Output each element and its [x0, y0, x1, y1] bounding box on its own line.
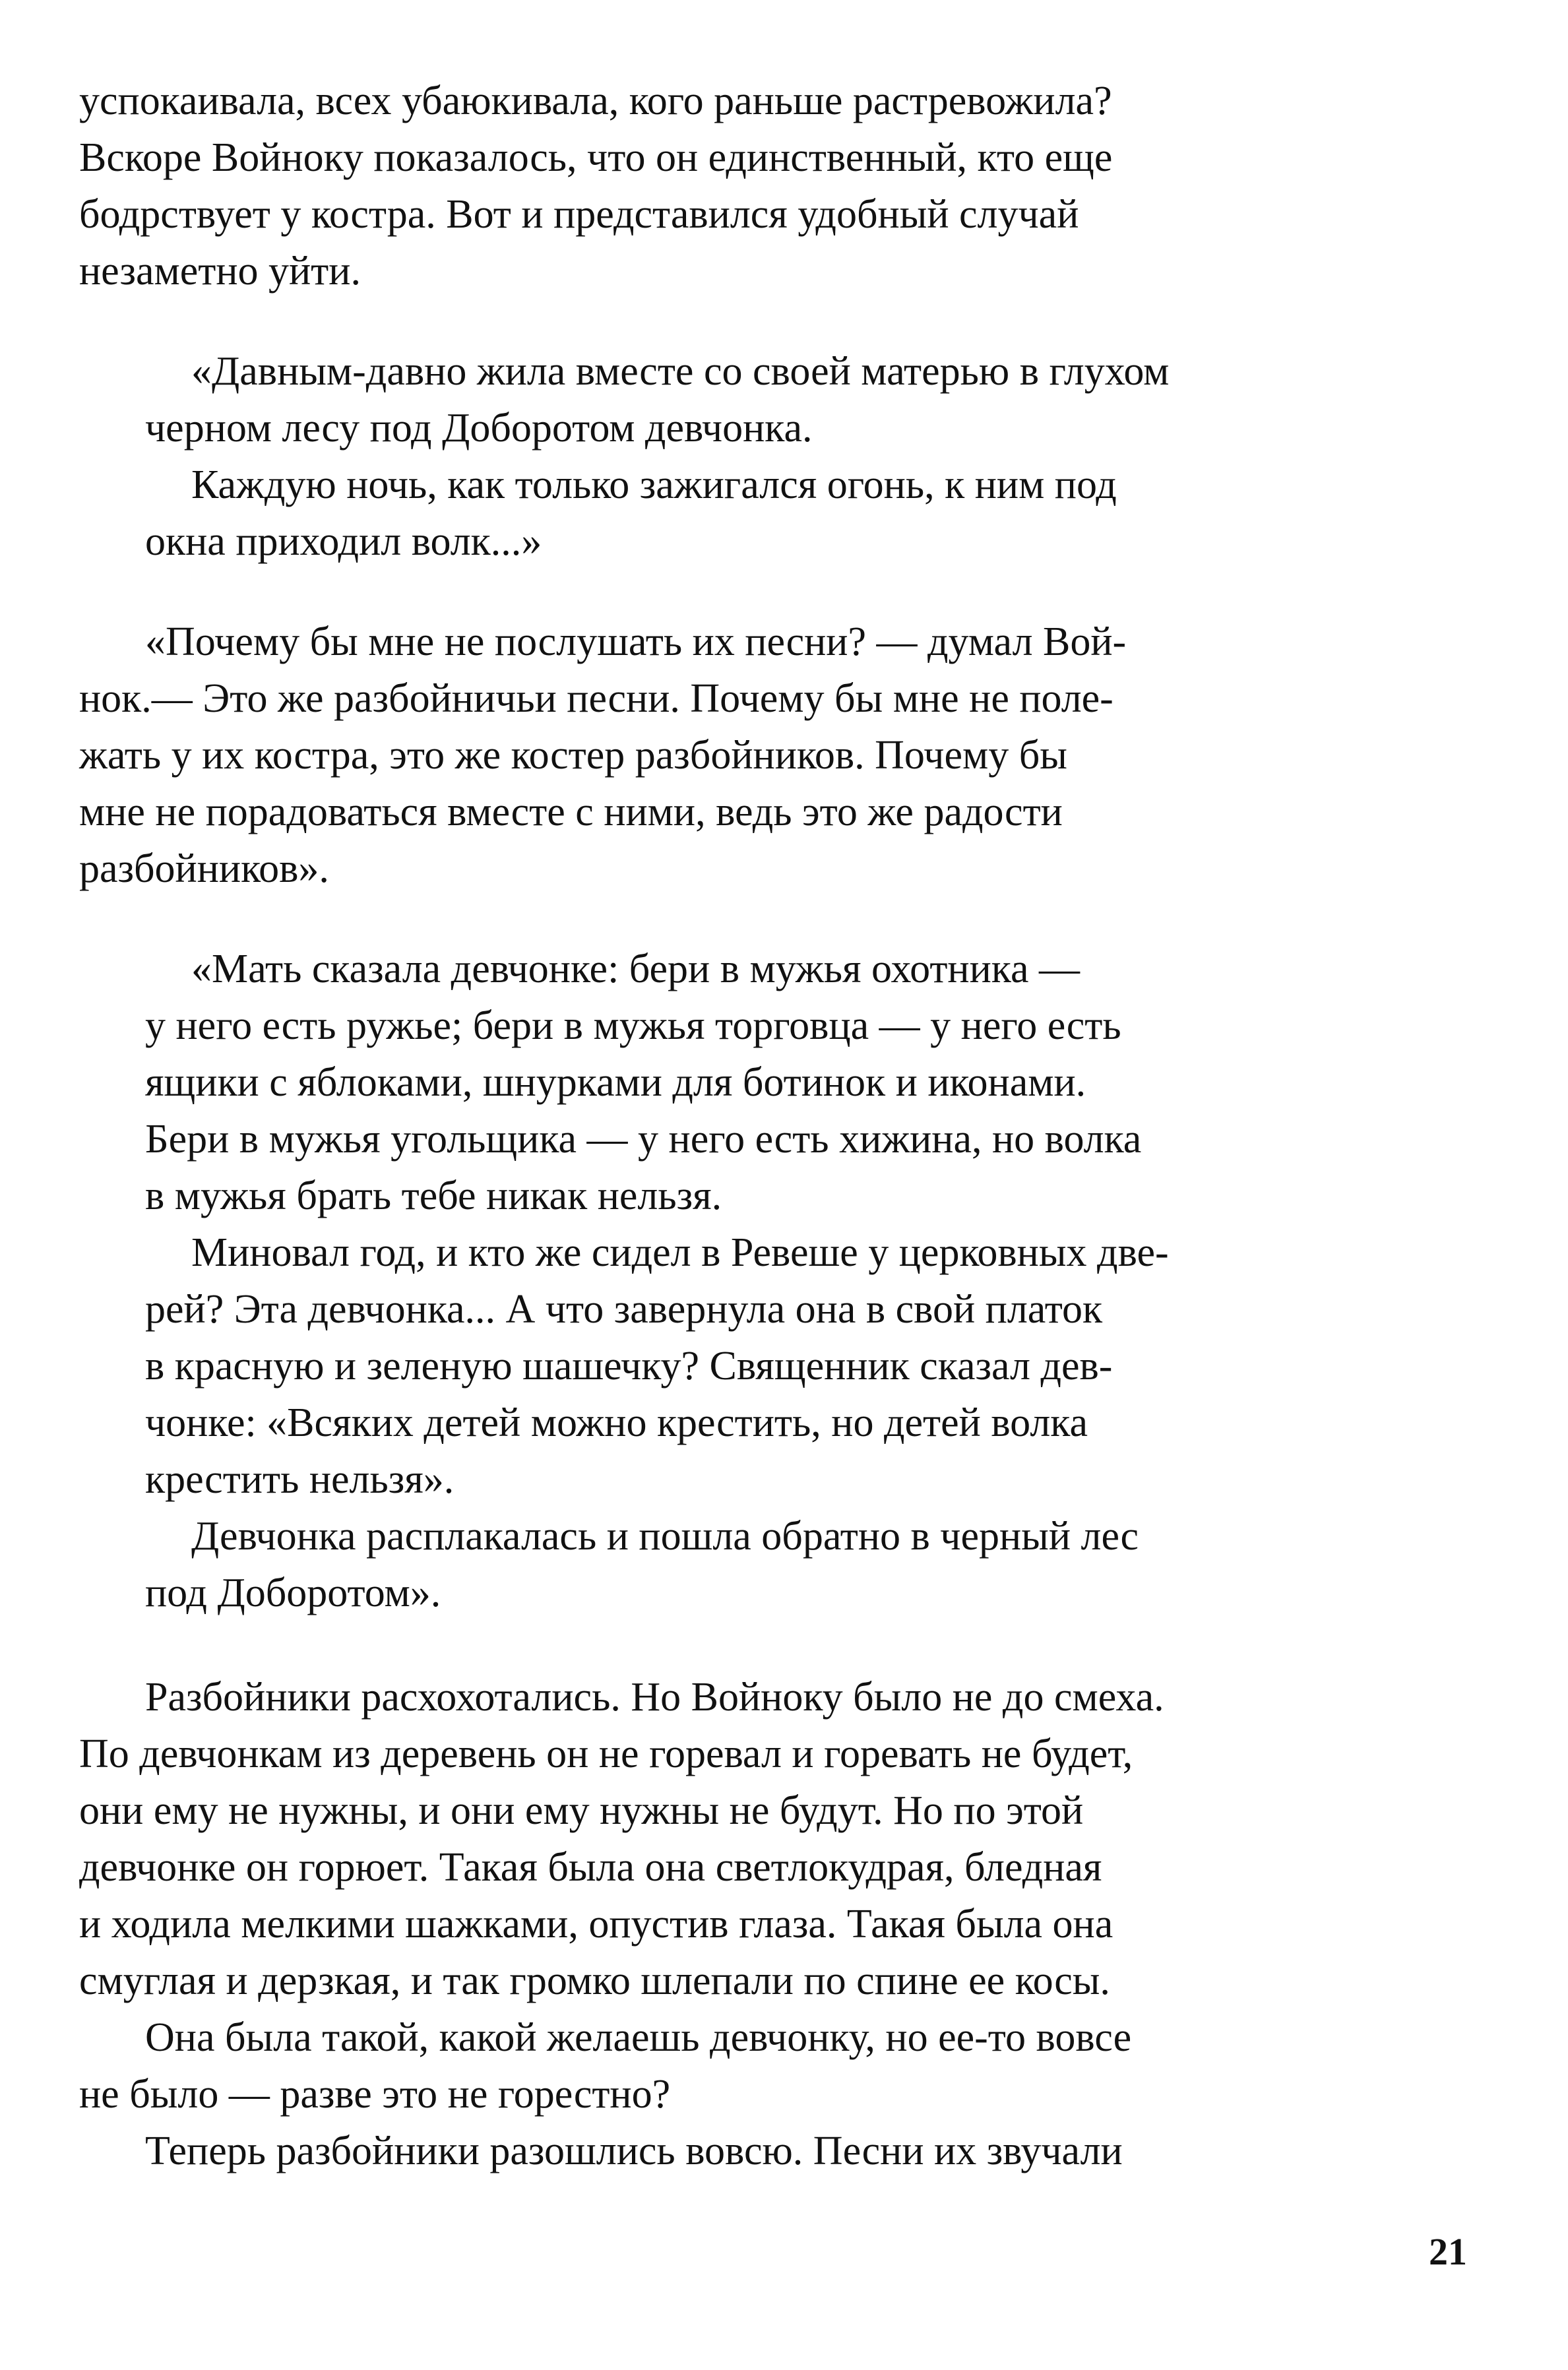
text-line: «Почему бы мне не послушать их песни? — думал Вой- — [145, 619, 1127, 664]
text-line: бодрствует у костра. Вот и представился удобный случай — [79, 192, 1079, 237]
text-line: Разбойники расхохотались. Но Войноку было не до смеха. — [145, 1675, 1164, 1720]
quote-line: у него есть ружье; бери в мужья торговца — у него есть — [145, 1003, 1121, 1048]
quote-line: чонке: «Всяких детей можно крестить, но детей волка — [145, 1400, 1088, 1445]
text-line: По девчонкам из деревень он не горевал и горевать не будет, — [79, 1731, 1133, 1776]
quote-line: «Давным-давно жила вместе со своей матерью в глухом — [191, 349, 1170, 394]
quote-line: «Мать сказала девчонке: бери в мужья охотника — — [191, 947, 1080, 991]
page-number: 21 — [1429, 2230, 1467, 2273]
quote-line: Каждую ночь, как только зажигался огонь, к ним под — [191, 462, 1117, 507]
text-line: девчонке он горюет. Такая была она светлокудрая, бледная — [79, 1845, 1102, 1890]
text-line: Теперь разбойники разошлись вовсю. Песни их звучали — [145, 2129, 1123, 2173]
text-line: жать у их костра, это же костер разбойников. Почему бы — [79, 733, 1067, 778]
quote-line: под Доборотом». — [145, 1571, 441, 1615]
text-line: разбойников». — [79, 846, 329, 891]
quote-line: в мужья брать тебе никак нельзя. — [145, 1173, 722, 1218]
text-line: Вскоре Войноку показалось, что он единственный, кто еще — [79, 135, 1113, 180]
quote-line: Бери в мужья угольщика — у него есть хижина, но волка — [145, 1117, 1142, 1162]
text-line: они ему не нужны, и они ему нужны не будут. Но по этой — [79, 1788, 1084, 1833]
quote-line: черном лесу под Доборотом девчонка. — [145, 406, 813, 451]
quote-line: окна приходил волк...» — [145, 519, 542, 564]
quote-line: ящики с яблоками, шнурками для ботинок и иконами. — [145, 1060, 1086, 1105]
text-line: мне не порадоваться вместе с ними, ведь это же радости — [79, 790, 1063, 834]
quote-line: Миновал год, и кто же сидел в Ревеше у церковных две- — [191, 1230, 1169, 1275]
text-line: незаметно уйти. — [79, 249, 361, 294]
text-line: Она была такой, какой желаешь девчонку, но ее-то вовсе — [145, 2015, 1132, 2060]
text-line: нок.— Это же разбойничьи песни. Почему бы мне не поле- — [79, 676, 1113, 721]
quote-line: Девчонка расплакалась и пошла обратно в черный лес — [191, 1514, 1139, 1559]
text-line: смуглая и дерзкая, и так громко шлепали по спине ее косы. — [79, 1958, 1110, 2003]
text-line: и ходила мелкими шажками, опустив глаза. Такая была она — [79, 1902, 1113, 1947]
quote-line: крестить нельзя». — [145, 1457, 455, 1502]
text-line: не было — разве это не горестно? — [79, 2072, 671, 2117]
quote-line: рей? Эта девчонка... А что завернула она в свой платок — [145, 1287, 1103, 1332]
quote-line: в красную и зеленую шашечку? Священник сказал дев- — [145, 1344, 1113, 1388]
text-line: успокаивала, всех убаюкивала, кого раньше растревожила? — [79, 78, 1112, 123]
